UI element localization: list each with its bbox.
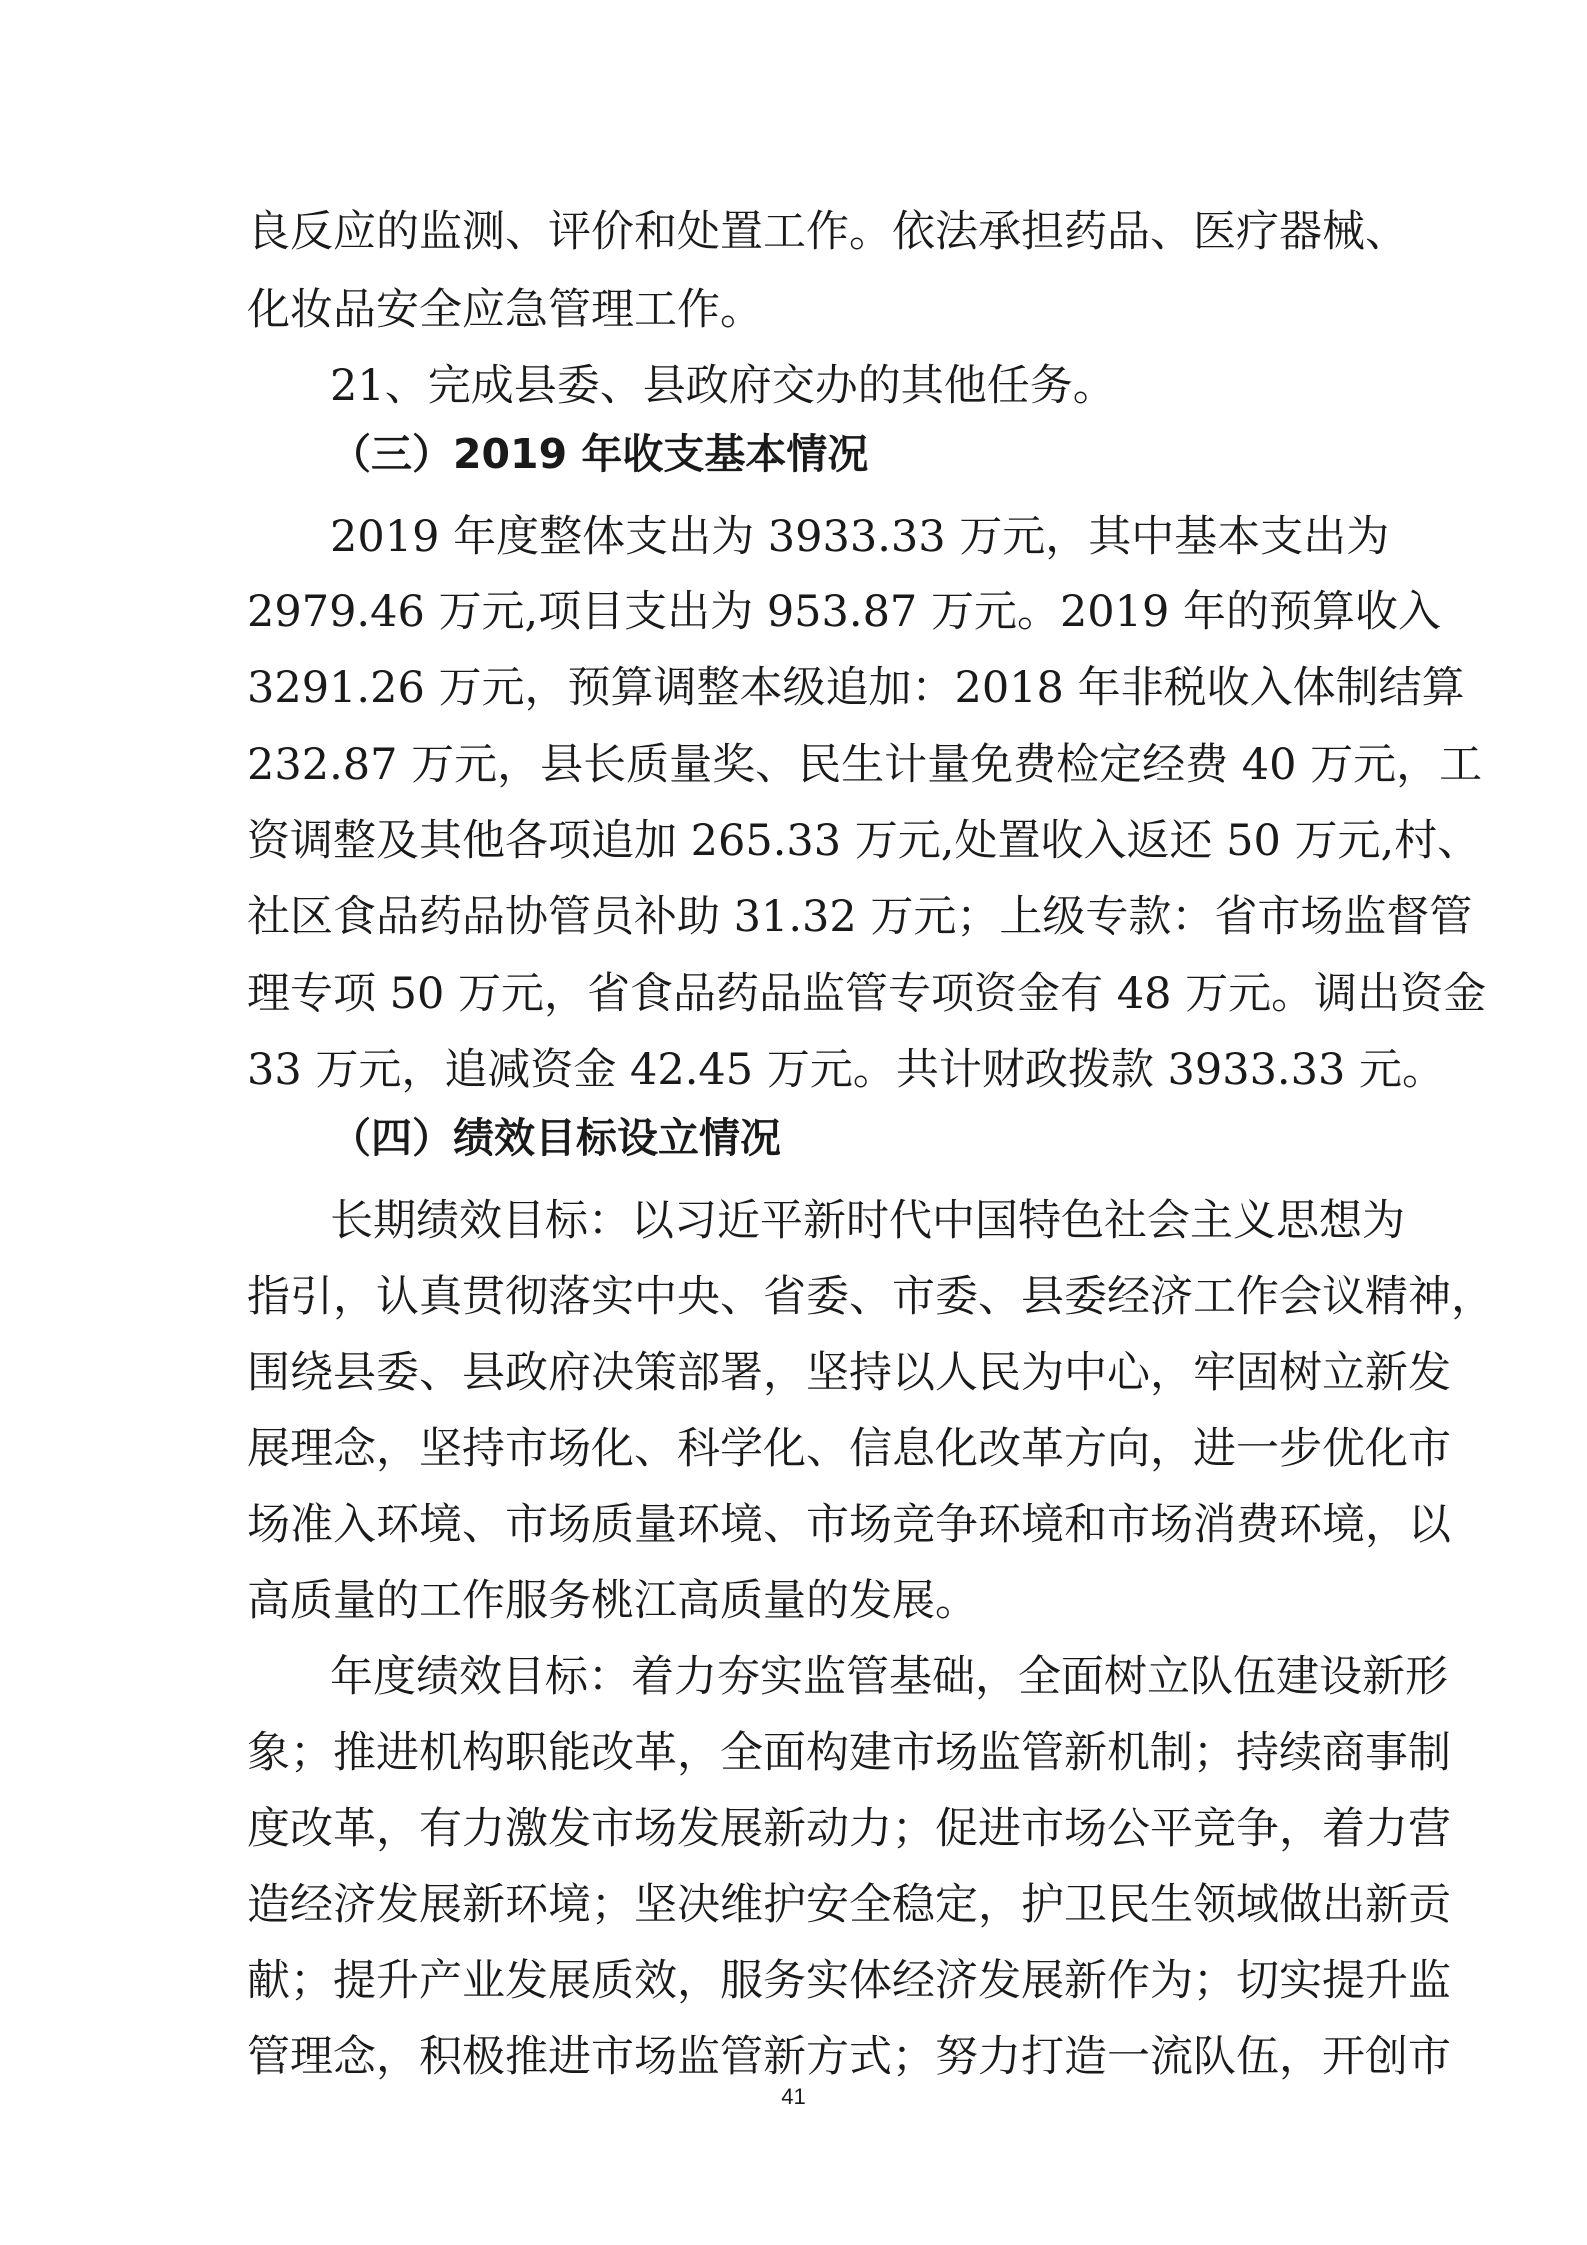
paragraph-line: 化妆品安全应急管理工作。: [247, 285, 763, 335]
paragraph-line: 2979.46 万元,项目支出为 953.87 万元。2019 年的预算收入: [247, 587, 1442, 637]
paragraph-line: 指引，认真贯彻落实中央、省委、市委、县委经济工作会议精神，: [247, 1272, 1494, 1322]
paragraph-line: 社区食品药品协管员补助 31.32 万元；上级专款：省市场监督管: [247, 892, 1473, 942]
section-heading-3: （三）2019 年收支基本情况: [330, 430, 869, 478]
section-heading-4: （四）绩效目标设立情况: [330, 1114, 781, 1162]
paragraph-line: 献；提升产业发展质效，服务实体经济发展新作为；切实提升监: [247, 1956, 1451, 2006]
paragraph-line: 2019 年度整体支出为 3933.33 万元，其中基本支出为: [330, 512, 1390, 562]
paragraph-line: 度改革，有力激发市场发展新动力；促进市场公平竞争，着力营: [247, 1804, 1451, 1854]
paragraph-line: 管理念，积极推进市场监管新方式；努力打造一流队伍，开创市: [247, 2032, 1451, 2082]
paragraph-line: 围绕县委、县政府决策部署，坚持以人民为中心，牢固树立新发: [247, 1348, 1451, 1398]
paragraph-line: 21、完成县委、县政府交办的其他任务。: [330, 361, 1116, 411]
paragraph-line: 232.87 万元，县长质量奖、民生计量免费检定经费 40 万元，工: [247, 740, 1483, 790]
paragraph-line: 象；推进机构职能改革，全面构建市场监管新机制；持续商事制: [247, 1728, 1451, 1778]
paragraph-line: 理专项 50 万元，省食品药品监管专项资金有 48 万元。调出资金: [247, 969, 1487, 1019]
paragraph-line: 展理念，坚持市场化、科学化、信息化改革方向，进一步优化市: [247, 1424, 1451, 1474]
paragraph-line: 3291.26 万元，预算调整本级追加：2018 年非税收入体制结算: [247, 663, 1465, 713]
paragraph-line: 良反应的监测、评价和处置工作。依法承担药品、医疗器械、: [247, 207, 1408, 257]
paragraph-line: 33 万元，追减资金 42.45 万元。共计财政拨款 3933.33 元。: [247, 1045, 1445, 1095]
paragraph-line: 造经济发展新环境；坚决维护安全稳定，护卫民生领域做出新贡: [247, 1880, 1451, 1930]
page-number: 41: [781, 2084, 806, 2109]
paragraph-line: 资调整及其他各项追加 265.33 万元,处置收入返还 50 万元,村、: [247, 816, 1481, 866]
paragraph-line: 场准入环境、市场质量环境、市场竞争环境和市场消费环境，以: [247, 1500, 1451, 1550]
paragraph-line: 长期绩效目标：以习近平新时代中国特色社会主义思想为: [330, 1196, 1405, 1246]
paragraph-line: 年度绩效目标：着力夯实监管基础，全面树立队伍建设新形: [330, 1652, 1448, 1702]
paragraph-line: 高质量的工作服务桃江高质量的发展。: [247, 1576, 978, 1626]
